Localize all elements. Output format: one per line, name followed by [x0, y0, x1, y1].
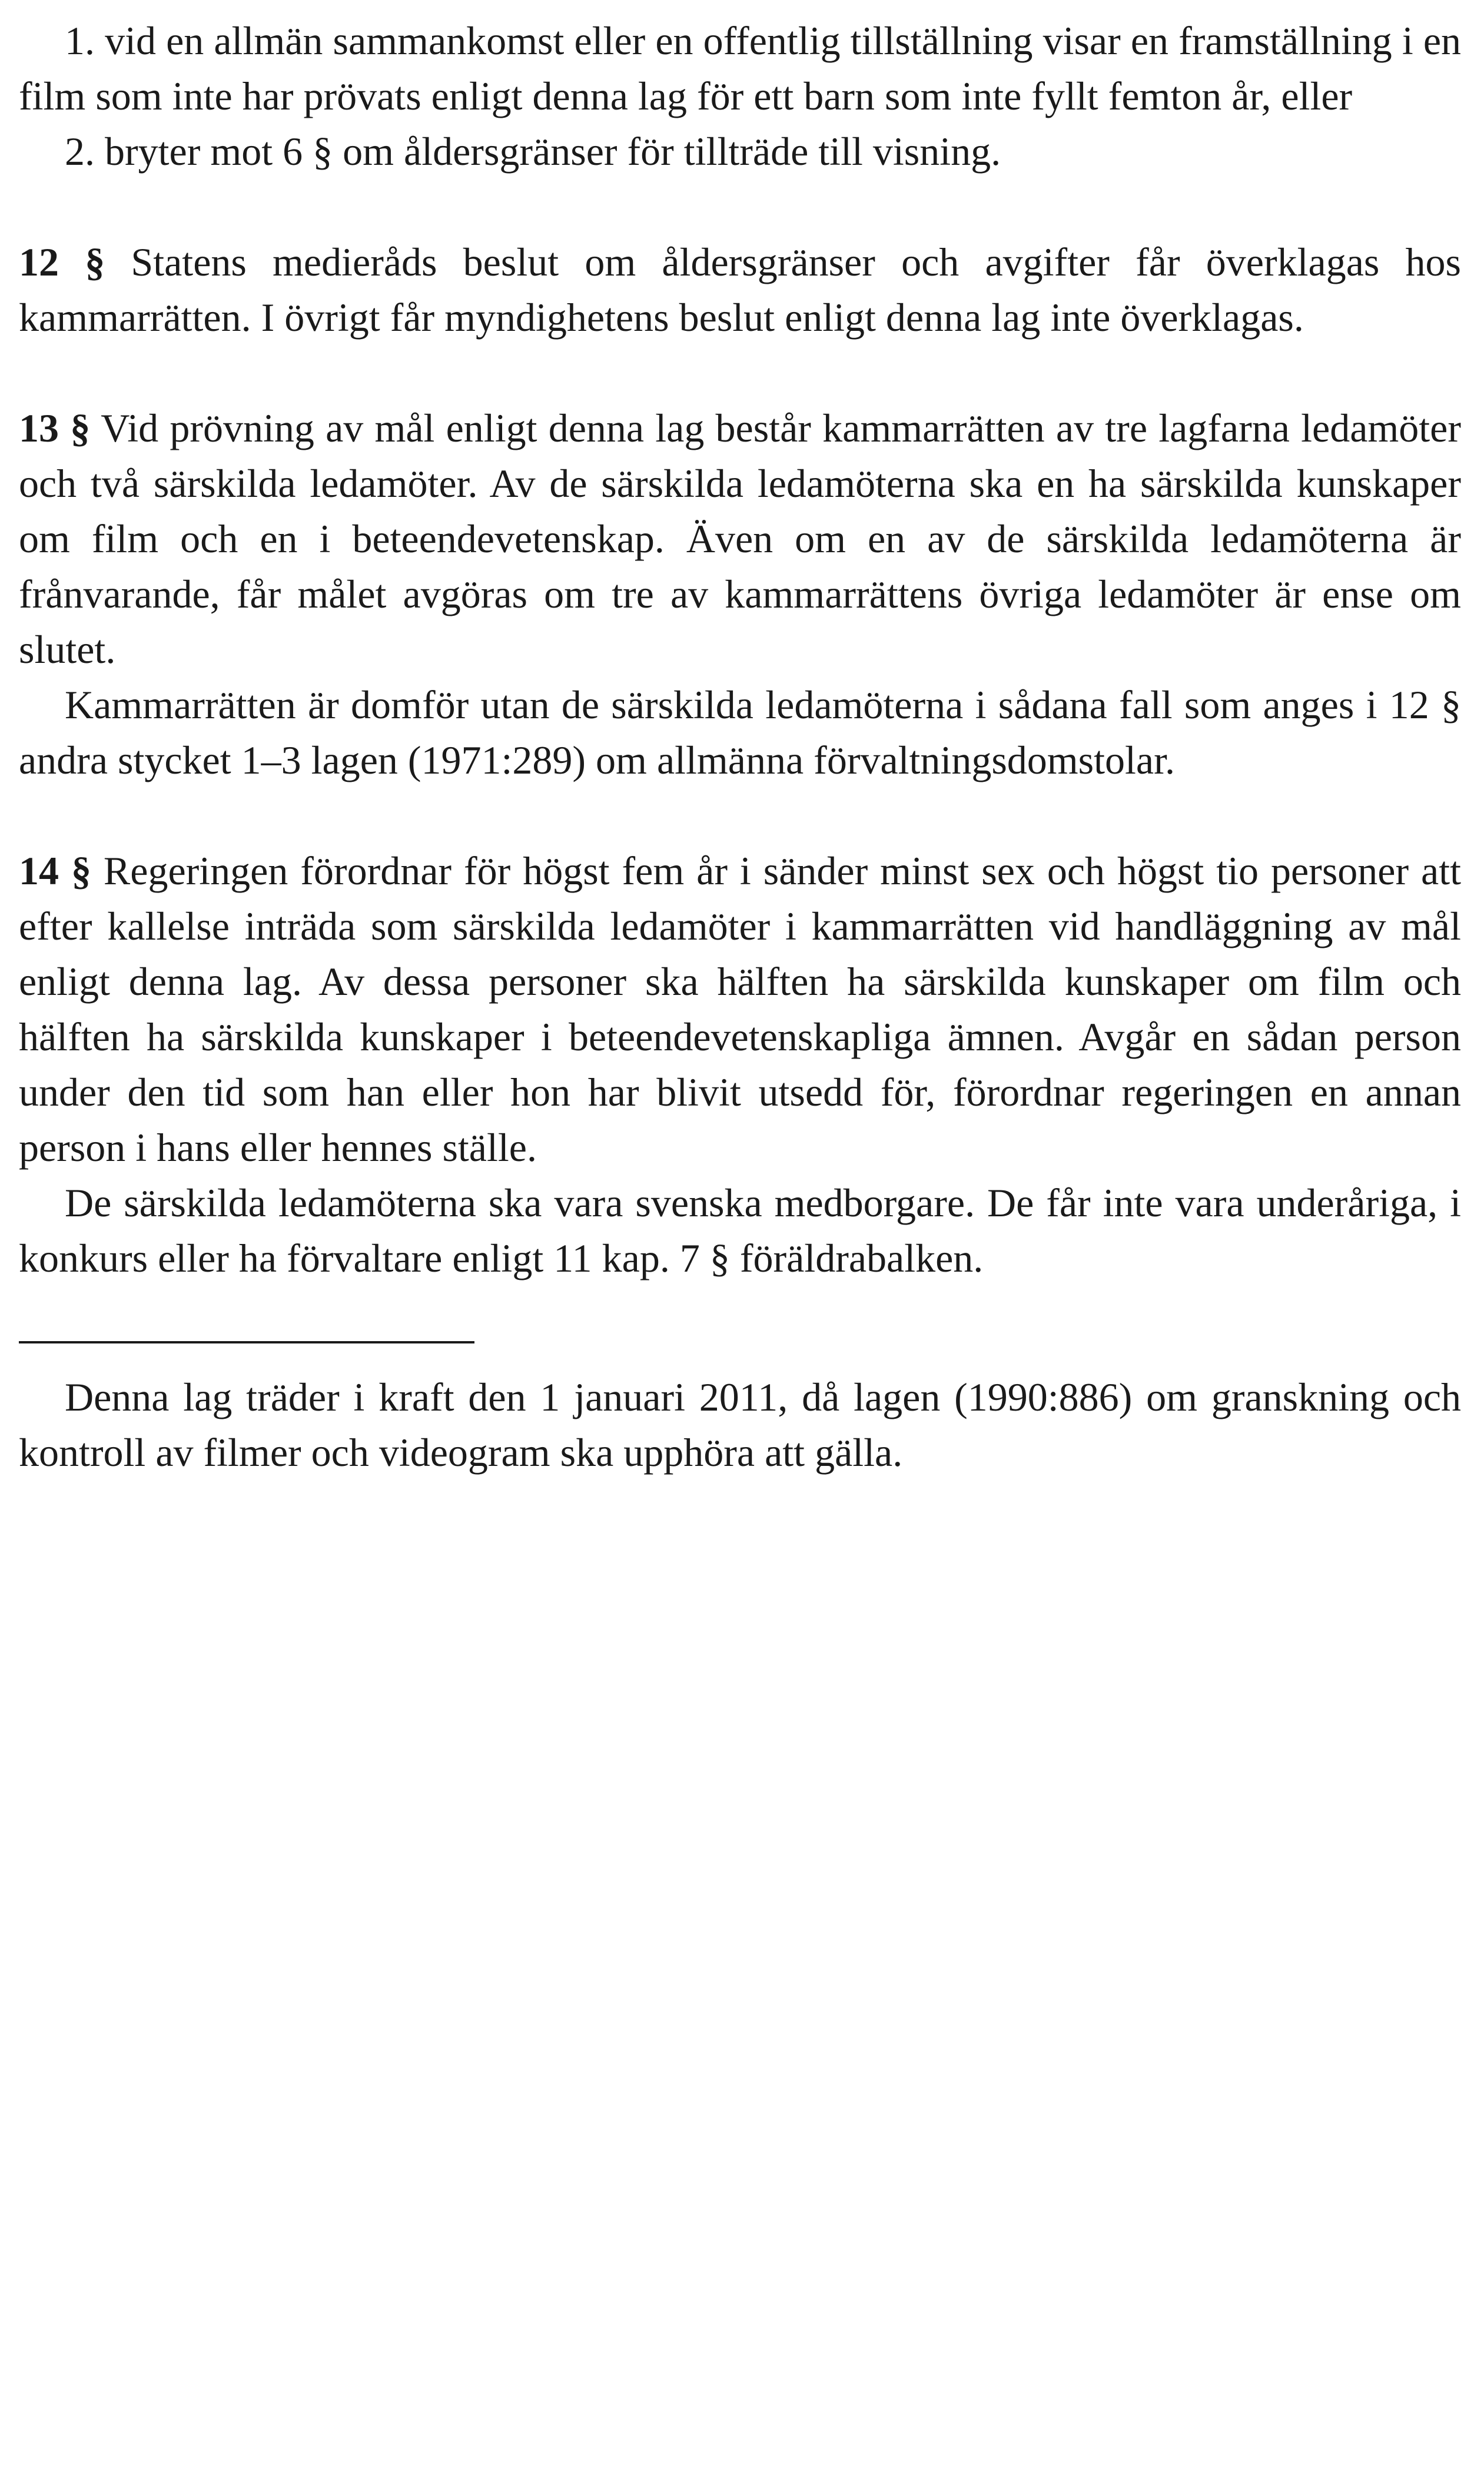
list-item-2: 2. bryter mot 6 § om åldersgränser för tillträde till visning. — [65, 129, 1001, 174]
section-13-text-1: Vid prövning av mål enligt denna lag består kammarrätten av tre lagfarna ledamöter och två särskilda ledamöter. Av de särskilda ledamöterna ska en ha särskilda kunskaper om film och en i beteendevetenskap. Även om en av de särskilda ledamöterna är frånvarande, får målet avgöras om tre av kammarrättens övriga ledamöter är ense om slutet. — [19, 406, 1462, 672]
section-14-number: 14 § — [19, 848, 91, 893]
section-14-paragraph-1 — [19, 843, 1461, 1175]
section-13-paragraph-1 — [19, 400, 1461, 677]
section-12-text: Statens medieråds beslut om åldersgränser och avgifter får överklagas hos kammarrätten. I övrigt får myndighetens beslut enligt denna lag inte överklagas. — [19, 240, 1461, 340]
section-14-text-1: Regeringen förordnar för högst fem år i sänder minst sex och högst tio personer att efter kallelse inträda som särskilda ledamöter i kammarrätten vid handläggning av mål enligt denna lag. Av dessa personer ska hälften ha särskilda kunskaper om film och hälften ha särskilda kunskaper i beteendevetenskapliga ämnen. Avgår en sådan person under den tid som han eller hon har blivit utsedd för, förordnar regeringen en annan person i hans eller hennes ställe. — [19, 848, 1462, 1170]
section-14-paragraph-2: De särskilda ledamöterna ska vara svenska medborgare. De får inte vara underåriga, i konkurs eller ha förvaltare enligt 11 kap. 7 § föräldrabalken. — [19, 1180, 1461, 1280]
section-13-paragraph-2: Kammarrätten är domför utan de särskilda ledamöterna i sådana fall som anges i 12 § andra stycket 1–3 lagen (1971:289) om allmänna förvaltningsdomstolar. — [19, 682, 1461, 782]
transitional-provision: Denna lag träder i kraft den 1 januari 2011, då lagen (1990:886) om granskning och kontroll av filmer och videogram ska upphöra att gälla. — [19, 1375, 1461, 1475]
divider-rule — [19, 1341, 474, 1343]
section-13-number: 13 § — [19, 406, 91, 450]
document-page — [19, 13, 1461, 1480]
section-12-number: 12 § — [19, 240, 105, 284]
section-12-paragraph — [19, 234, 1461, 345]
list-item-1: 1. vid en allmän sammankomst eller en offentlig tillställning visar en framställning i en film som inte har prövats enligt denna lag för ett barn som inte fyllt femton år, eller — [19, 18, 1461, 118]
